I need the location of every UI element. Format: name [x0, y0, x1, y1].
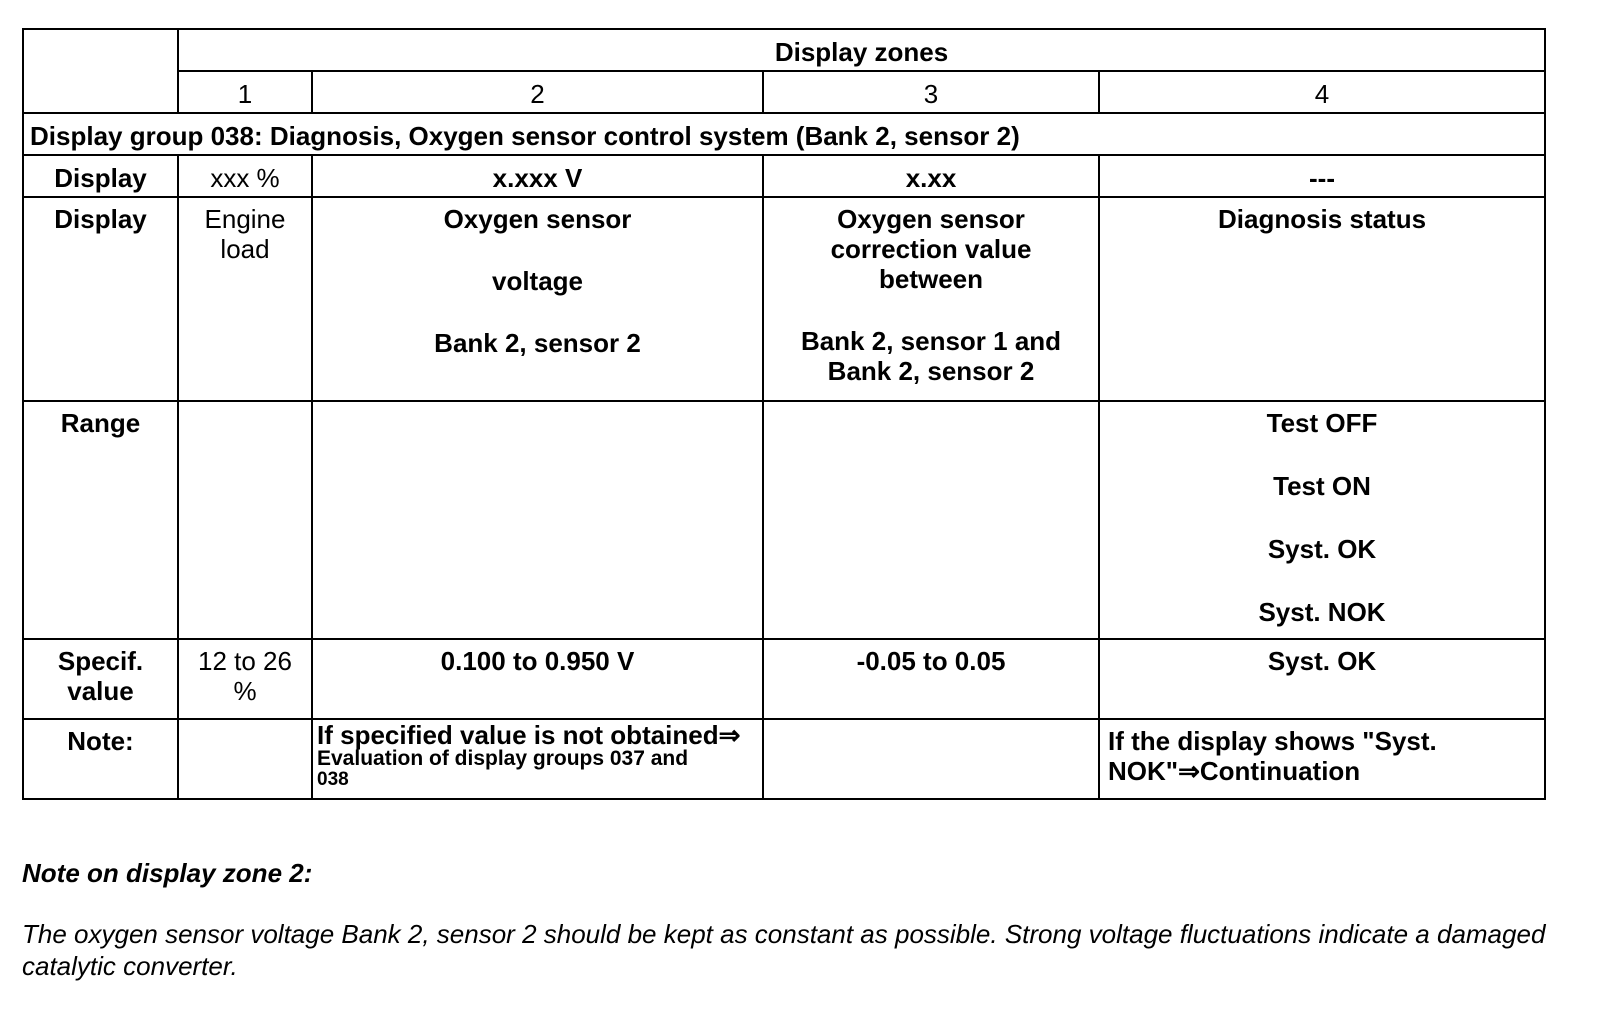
note-zone-3: [763, 719, 1099, 799]
display-group-table: [22, 28, 1546, 800]
description-row-label: Display: [23, 197, 178, 401]
description-zone-4-line: Diagnosis status: [1217, 204, 1427, 234]
spec-row-label-line: value: [67, 676, 134, 706]
spec-row-label: [23, 639, 178, 719]
description-zone-3-line: Bank 2, sensor 2: [827, 356, 1035, 386]
spec-row-label-line: Specif.: [57, 646, 144, 676]
note-text: The oxygen sensor voltage Bank 2, sensor 2 should be kept as constant as possible. Strong voltage fluctuations indicate a damaged catalytic converter.: [22, 919, 1546, 981]
display-zone-1: xxx %: [178, 155, 312, 197]
description-zone-3-line: Oxygen sensor: [837, 204, 1025, 234]
note-zone-4-line: If the display shows "Syst.: [1108, 726, 1437, 756]
range-zone-4: [1099, 401, 1545, 639]
zones-title: Display zones: [178, 29, 1545, 71]
description-zone-3-line: correction value: [830, 234, 1032, 264]
note-zone-2-line: 038: [317, 769, 349, 790]
note-row-label: Note:: [23, 719, 178, 799]
display-zone-2: x.xxx V: [312, 155, 763, 197]
description-zone-2-line: Oxygen sensor: [443, 204, 632, 234]
spec-zone-1: [178, 639, 312, 719]
range-row-label: Range: [23, 401, 178, 639]
zone-number-1: 1: [178, 71, 312, 113]
zone-number-2: 2: [312, 71, 763, 113]
description-zone-2-line: Bank 2, sensor 2: [434, 328, 641, 358]
display-zone-3: x.xx: [763, 155, 1099, 197]
zone-number-4: 4: [1099, 71, 1545, 113]
description-zone-3: [763, 197, 1099, 401]
note-zone-1: [178, 719, 312, 799]
spec-zone-3: -0.05 to 0.05: [763, 639, 1099, 719]
group-title: Display group 038: Diagnosis, Oxygen sensor control system (Bank 2, sensor 2): [23, 113, 1545, 155]
note-zone-2: [312, 719, 763, 799]
description-zone-3-line: between: [878, 264, 984, 294]
range-zone-2: [312, 401, 763, 639]
description-zone-1-line: Engine: [204, 204, 286, 234]
note-zone-2-line: If specified value is not obtained⇒: [317, 720, 741, 750]
range-zone-1: [178, 401, 312, 639]
zone-number-3: 3: [763, 71, 1099, 113]
description-zone-1: [178, 197, 312, 401]
spec-zone-2: 0.100 to 0.950 V: [312, 639, 763, 719]
note-zone-4: [1099, 719, 1545, 799]
range-zone-4-line: Test OFF: [1266, 408, 1378, 438]
note-zone-2-line: Evaluation of display groups 037 and: [317, 747, 689, 770]
range-zone-4-line: Test ON: [1273, 471, 1371, 501]
spec-zone-1-line: %: [233, 676, 257, 706]
description-zone-4: [1099, 197, 1545, 401]
description-zone-2-line: voltage: [491, 266, 584, 296]
spec-zone-4: Syst. OK: [1099, 639, 1545, 719]
spec-zone-1-line: 12 to 26: [198, 646, 292, 676]
range-zone-4-line: Syst. NOK: [1258, 597, 1386, 627]
display-row-label: Display: [23, 155, 178, 197]
note-title: Note on display zone 2:: [22, 858, 313, 888]
corner-cell: [23, 29, 178, 113]
display-zone-4: ---: [1099, 155, 1545, 197]
note-zone-4-line: NOK"⇒Continuation: [1108, 756, 1361, 786]
description-zone-3-line: Bank 2, sensor 1 and: [800, 326, 1062, 356]
range-zone-4-line: Syst. OK: [1267, 534, 1377, 564]
description-zone-2: [312, 197, 763, 401]
range-zone-3: [763, 401, 1099, 639]
description-zone-1-line: load: [220, 234, 270, 264]
